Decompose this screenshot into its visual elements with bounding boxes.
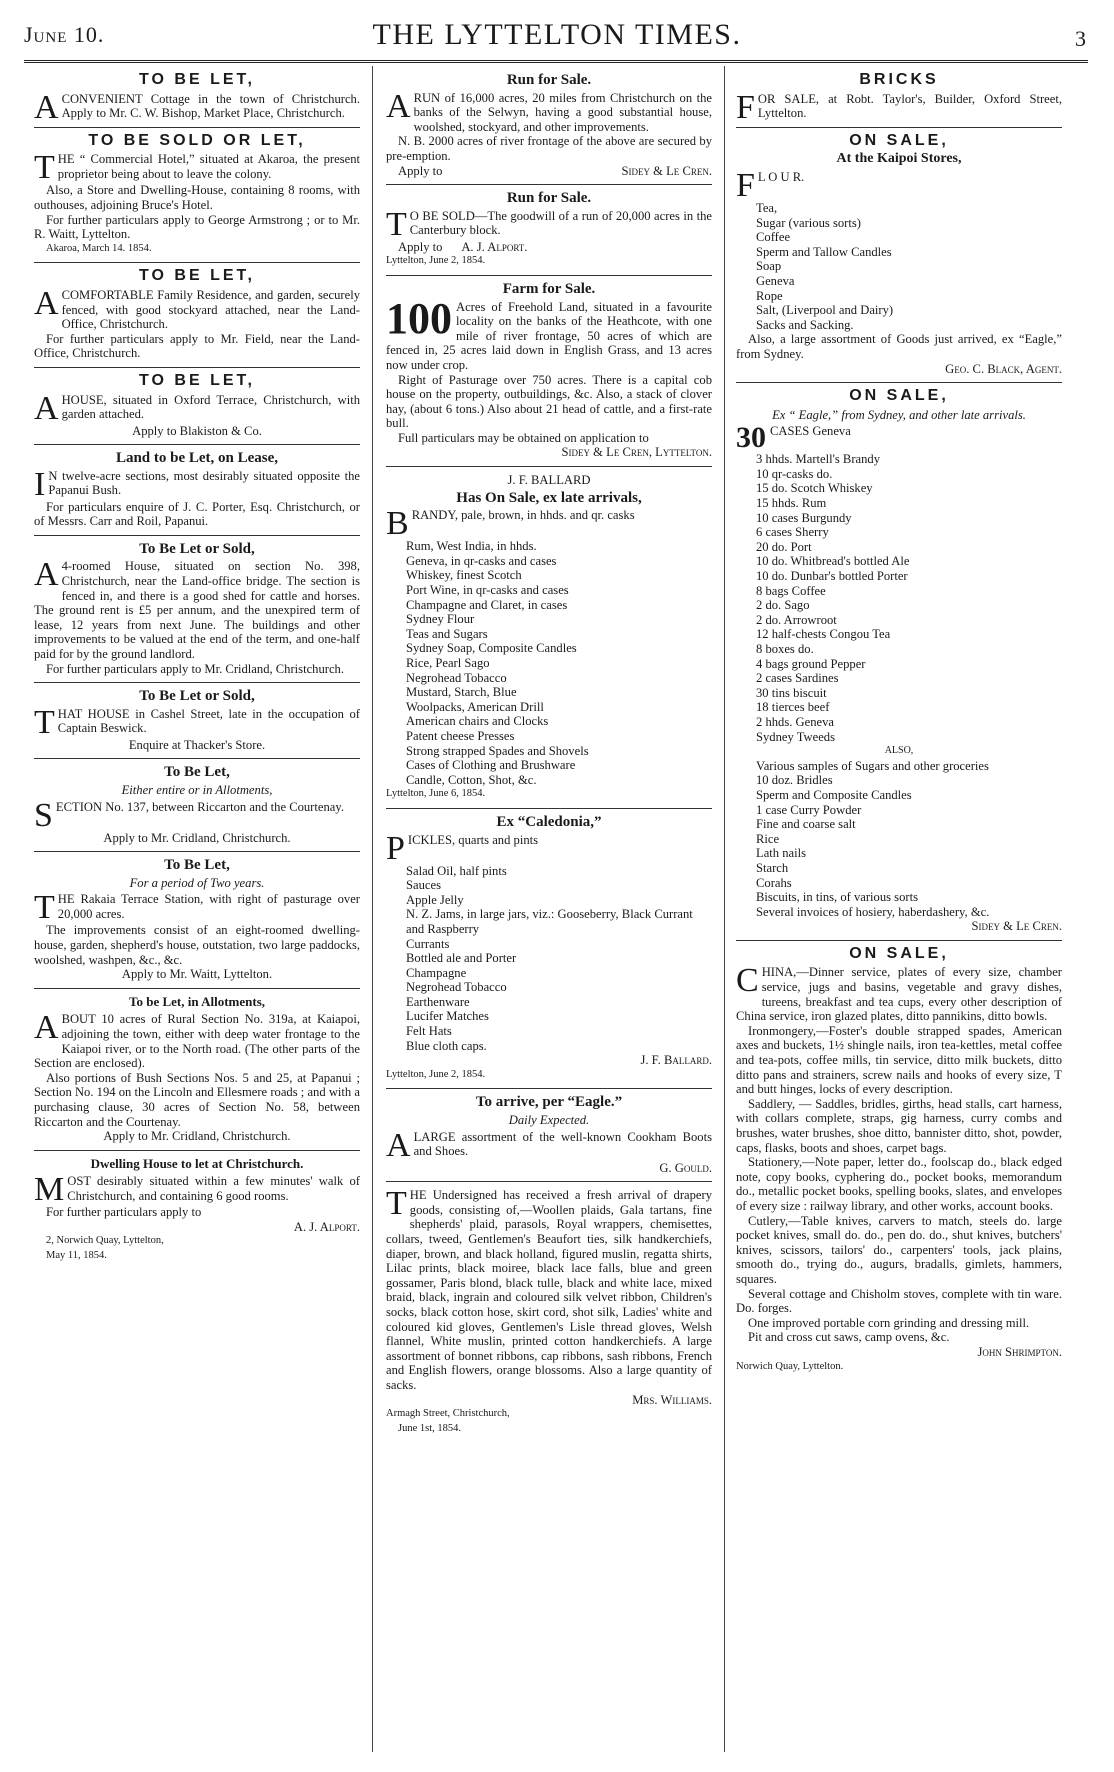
advert-heading: Land to be Let, on Lease,: [115, 450, 279, 467]
advertiser-signature: John Shrimpton.: [977, 1344, 1062, 1359]
advert-text: HAT HOUSE in Cashel Street, late in the occupation of Captain Beswick.: [57, 706, 360, 736]
advertiser-signature: Sidey & Le Cren, Lyttelton.: [561, 445, 712, 460]
advert-text: HOUSE, situated in Oxford Terrace, Christchurch, with garden attached.: [61, 392, 360, 422]
advert-heading: To Be Let,: [164, 764, 230, 781]
list-item: N. Z. Jams, in large jars, viz.: Gooseberry, Black Currant and Raspberry: [406, 907, 693, 936]
dateline: Lyttelton, June 6, 1854.: [386, 788, 486, 800]
drop-cap: T: [386, 205, 407, 243]
list-item: Sugar (various sorts): [756, 215, 861, 230]
advert: [736, 944, 1062, 1374]
advertiser-signature: Geo. C. Black, Agent.: [945, 361, 1062, 376]
goods-list: [386, 864, 712, 1054]
separator: [34, 262, 360, 263]
list-item: Salad Oil, half pints: [406, 863, 507, 878]
advert-heading: ON SALE,: [849, 387, 949, 405]
list-item: Sacks and Sacking.: [756, 317, 854, 332]
separator: [386, 466, 712, 467]
advert-text: RUN of 16,000 acres, 20 miles from Christchurch on the banks of the Selwyn, having a good substantial house, woolshed, stockyard, and other improvements.: [413, 90, 712, 134]
advert: [736, 389, 1062, 934]
separator: [34, 444, 360, 445]
advert: [386, 73, 712, 178]
advert-subheading: Daily Expected.: [508, 1113, 590, 1128]
newspaper-title: THE LYTTELTON TIMES.: [372, 18, 742, 51]
advert-heading: ON SALE,: [849, 131, 949, 149]
advertiser-name: J. F. BALLARD: [507, 473, 591, 488]
drop-cap: F: [736, 88, 755, 126]
masthead: [0, 0, 1114, 62]
list-item: Negrohead Tobacco: [406, 670, 507, 685]
advert-heading: TO BE LET,: [139, 267, 255, 285]
dateline: Norwich Quay, Lyttelton.: [736, 1360, 844, 1372]
dateline: Armagh Street, Christchurch,: [386, 1408, 510, 1420]
advert-heading: To arrive, per “Eagle.”: [475, 1094, 623, 1111]
advert-text: Apply to Blakiston & Co.: [132, 423, 262, 438]
list-item: Champagne and Claret, in cases: [406, 597, 568, 612]
goods-list: [386, 539, 712, 787]
advert-heading: Run for Sale.: [506, 190, 592, 207]
advertiser-signature: J. F. Ballard.: [640, 1053, 712, 1068]
drop-cap: A: [34, 284, 59, 322]
separator: [736, 382, 1062, 383]
advert: [34, 371, 360, 438]
drop-cap: 30: [736, 421, 766, 455]
list-item: Currants: [406, 936, 450, 951]
separator: [34, 535, 360, 536]
list-item: 1 case Curry Powder: [756, 802, 862, 817]
advert-heading: Has On Sale, ex late arrivals,: [456, 489, 642, 506]
list-item: 12 half-chests Congou Tea: [756, 627, 891, 642]
list-item: Cases of Clothing and Brushware: [406, 758, 576, 773]
advert-text: HE “ Commercial Hotel,” situated at Akaroa, the present proprietor being about to leave the colony.: [57, 152, 360, 181]
separator: [34, 851, 360, 852]
list-item: 30 tins biscuit: [756, 685, 827, 700]
drop-cap: A: [34, 389, 59, 427]
list-item: Mustard, Starch, Blue: [406, 685, 517, 700]
advert-text: HINA,—Dinner service, plates of every size, chamber service, jugs and basins, vegetable and gravy dishes, tureens, breakfast and tea cups, every other description of China service, iron glazed plates, ditto pannikins, ditto bowls.: [736, 965, 1062, 1024]
list-item: Sperm and Tallow Candles: [756, 244, 892, 259]
list-item: Various samples of Sugars and other groceries: [756, 758, 989, 773]
list-item: L O U R.: [757, 169, 805, 184]
list-item: Rope: [756, 288, 783, 303]
list-item: Earthenware: [406, 994, 470, 1009]
advert-text: For particulars enquire of J. C. Porter, Esq. Christchurch, or of Messrs. Carr and Roil, Papanui.: [34, 499, 360, 529]
advert-text: For further particulars apply to Mr. Cridland, Christchurch.: [46, 661, 344, 676]
list-item: ICKLES, quarts and pints: [407, 832, 539, 847]
drop-cap: C: [736, 962, 759, 1000]
also-label: ALSO,: [884, 745, 914, 757]
advert: [386, 1185, 712, 1436]
advert-heading: To Be Let or Sold,: [139, 688, 255, 705]
list-item: Champagne: [406, 965, 467, 980]
advert-text: Several cottage and Chisholm stoves, complete with tin ware. Do. forges.: [736, 1286, 1062, 1316]
advert: [34, 542, 360, 676]
advert-text: COMFORTABLE Family Residence, and garden, securely fenced, with good stockyard attached, near the Land-Office, Christchurch.: [61, 287, 360, 332]
advertiser-signature: A. J. Alport.: [293, 1219, 360, 1234]
masthead-rule: [24, 60, 1088, 63]
column-2: [386, 70, 712, 1440]
advert-text: LARGE assortment of the well-known Cookham Boots and Shoes.: [413, 1129, 712, 1159]
advert-heading: Ex “Caledonia,”: [496, 813, 602, 830]
advert-text: OR SALE, at Robt. Taylor's, Builder, Oxford Street, Lyttelton.: [757, 91, 1062, 121]
dateline: Akaroa, March 14. 1854.: [46, 242, 152, 254]
advert-text: Saddlery, — Saddles, bridles, girths, head stalls, cart harness, with collars complete, straps, gig harness, curry combs and brushes, water brushes, shoe ditto, bannister ditto, shot, powder, caps, flasks, boots and shoes, carpet bags.: [736, 1096, 1062, 1155]
list-item: Sydney Soap, Composite Candles: [406, 641, 577, 656]
advert-subheading: At the Kaipoi Stores,: [836, 151, 962, 167]
advert-text: ECTION No. 137, between Riccarton and the Courtenay.: [55, 799, 344, 814]
advertiser-signature: Mrs. Williams.: [632, 1392, 712, 1407]
advertiser-signature: Sidey & Le Cren.: [971, 919, 1062, 934]
list-item: Felt Hats: [406, 1024, 452, 1039]
list-item: Sydney Flour: [406, 612, 475, 627]
dateline: May 11, 1854.: [46, 1250, 107, 1262]
advert-text: HE Rakaia Terrace Station, with right of pasturage over 20,000 acres.: [57, 892, 360, 921]
drop-cap: I: [34, 465, 46, 503]
list-item: Tea,: [756, 200, 778, 215]
advert-heading: Farm for Sale.: [502, 280, 596, 297]
issue-date: June 10.: [24, 22, 105, 47]
list-item: Biscuits, in tins, of various sorts: [756, 890, 918, 905]
advert-text: HE Undersigned has received a fresh arrival of drapery goods, consisting of,—Woollen plaids, Gala tartans, fine shepherds' plaid, parasols, Royal wrappers, chemisettes, collars, tweed, Gentlemen's Beaufort ties, silk handkerchiefs, diaper, brown, and black holland, figured muslin, regatta shirts, Lilac prints, black moiree, black lace falls, blue and green gossamer, Paris blond, black tulle, black and white lace, mixed braid, black, ingrain and coloured silk velvet ribbon, Children's socks, black cotton hose, skirt cord, shot silk, Ladies' white and coloured kid gloves, Gentlemen's Lisle thread gloves, Welsh flannel, White muslin, printed cotton handkerchiefs. A large assortment of bonnet ribbons, cap ribbons, sash ribbons, French and English flowers, orange blossoms. Also a large quantity of sacks.: [386, 1188, 712, 1392]
advert: [386, 282, 712, 460]
separator: [736, 127, 1062, 128]
list-item: 10 doz. Bridles: [756, 773, 833, 788]
advert-text: One improved portable corn grinding and dressing mill.: [748, 1315, 1030, 1330]
advert-heading: BRICKS: [859, 71, 939, 88]
advert-text: Stationery,—Note paper, letter do., foolscap do., black edged note, copy books, cyphering do., pocket books, memorandum do., metallic pocket books, spelling books, slates, and envelopes of every size : railway library, and other works, account books.: [736, 1155, 1062, 1213]
list-item: Whiskey, finest Scotch: [406, 568, 522, 583]
list-item: RANDY, pale, brown, in hhds. and qr. casks: [411, 508, 635, 523]
list-item: Corahs: [756, 875, 792, 890]
advert-subheading: Ex “ Eagle,” from Sydney, and other late arrivals.: [772, 407, 1026, 422]
list-item: 3 hhds. Martell's Brandy: [756, 452, 880, 467]
advertiser-signature: Sidey & Le Cren.: [621, 163, 712, 178]
drop-cap: T: [34, 149, 55, 187]
separator: [386, 808, 712, 809]
list-item: CASES Geneva: [770, 424, 851, 439]
dateline: 2, Norwich Quay, Lyttelton,: [46, 1235, 164, 1247]
drop-cap: B: [386, 505, 409, 543]
advert: [34, 269, 360, 361]
list-item: Starch: [756, 860, 789, 875]
advert-text: O BE SOLD—The goodwill of a run of 20,000 acres in the Canterbury block.: [409, 208, 712, 238]
advert: [386, 815, 712, 1083]
advert-text: Apply to Mr. Cridland, Christchurch.: [103, 1129, 291, 1144]
list-item: Apple Jelly: [406, 892, 464, 907]
list-item: Negrohead Tobacco: [406, 980, 507, 995]
drop-cap: P: [386, 829, 405, 867]
dateline: Lyttelton, June 2, 1854.: [386, 1068, 486, 1080]
list-item: Salt, (Liverpool and Dairy): [756, 303, 894, 318]
advert: [34, 131, 360, 257]
separator: [34, 127, 360, 128]
list-item: 2 cases Sardines: [756, 671, 839, 686]
drop-cap: S: [34, 796, 53, 834]
list-item: 8 bags Coffee: [756, 583, 826, 598]
list-item: Bottled ale and Porter: [406, 951, 517, 966]
list-item: 15 do. Scotch Whiskey: [756, 481, 873, 496]
list-item: American chairs and Clocks: [406, 714, 549, 729]
advert-text: Also, a Store and Dwelling-House, containing 8 rooms, with outhouses, adjoining Bruce's Hotel.: [34, 183, 360, 212]
column-divider: [724, 66, 725, 1752]
separator: [34, 988, 360, 989]
list-item: 18 tierces beef: [756, 700, 830, 715]
drop-cap: A: [386, 87, 411, 125]
advert-subheading: Either entire or in Allotments,: [121, 783, 273, 797]
list-item: 6 cases Sherry: [756, 525, 829, 540]
advert: [34, 765, 360, 845]
separator: [34, 682, 360, 683]
advertiser-signature: G. Gould.: [659, 1160, 712, 1175]
advert-text: CONVENIENT Cottage in the town of Christchurch. Apply to Mr. C. W. Bishop, Market Place, Christchurch.: [61, 91, 360, 121]
advert: [34, 858, 360, 982]
drop-cap: A: [34, 1009, 59, 1047]
advert-text: N twelve-acre sections, most desirably situated opposite the Papanui Bush.: [48, 468, 360, 498]
drop-cap: A: [386, 1126, 411, 1164]
advert-text: Enquire at Thacker's Store.: [128, 737, 266, 752]
advert-text: BOUT 10 acres of Rural Section No. 319a, at Kaiapoi, adjoining the town, either with deep water frontage to the Kaiapoi river, or to the North road. (The other parts of the Section are enclosed).: [34, 1012, 360, 1071]
list-item: Geneva, in qr-casks and cases: [406, 553, 557, 568]
drop-cap: T: [386, 1185, 407, 1223]
advert-text: For further particulars apply to: [46, 1205, 202, 1220]
separator: [386, 1088, 712, 1089]
advert-text: OST desirably situated within a few minutes' walk of Christchurch, and containing 6 good rooms.: [67, 1174, 360, 1203]
drop-cap: A: [34, 556, 59, 594]
list-item: Sauces: [406, 878, 441, 893]
advert-heading: To be Let, in Allotments,: [128, 993, 266, 1009]
drop-cap: F: [736, 166, 755, 204]
advert-text: Ironmongery,—Foster's double strapped spades, American axes and buckets, 1½ shingle nails, iron tea-kettles, metal coffee and tea-pots, coffee mills, tin service, ditto milk buckets, ditto ditto pans and strainers, screw nails and hooks of every size, T and butt hinges, locks of every description.: [736, 1023, 1062, 1097]
column-divider: [372, 66, 373, 1752]
separator: [34, 758, 360, 759]
advert-text: Apply to Mr. Waitt, Lyttelton.: [121, 967, 273, 982]
list-item: Lath nails: [756, 846, 807, 861]
advert: [736, 71, 1062, 126]
list-item: Rice: [756, 831, 780, 846]
list-item: 2 do. Sago: [756, 598, 810, 613]
list-item: Geneva: [756, 273, 795, 288]
list-item: Rum, West India, in hhds.: [406, 539, 537, 554]
column-3: [736, 70, 1062, 1378]
list-item: 2 hhds. Geneva: [756, 714, 834, 729]
separator: [386, 1181, 712, 1182]
list-item: Strong strapped Spades and Shovels: [406, 743, 589, 758]
list-item: 4 bags ground Pepper: [756, 656, 866, 671]
list-item: Candle, Cotton, Shot, &c.: [406, 772, 537, 787]
advert: [34, 451, 360, 529]
advert-heading: ON SALE,: [849, 944, 949, 962]
drop-cap: T: [34, 889, 55, 927]
list-item: Sperm and Composite Candles: [756, 787, 912, 802]
page-number: 3: [1075, 26, 1086, 51]
advert: [386, 1095, 712, 1175]
advert-text: Also, a large assortment of Goods just arrived, ex “Eagle,” from Sydney.: [736, 332, 1062, 361]
list-item: Patent cheese Presses: [406, 728, 515, 743]
list-item: 10 cases Burgundy: [756, 510, 852, 525]
advert-text: Cutlery,—Table knives, carvers to match, steels do. large pocket knives, small do. do., pen do. do., shut knives, butchers' knives, scissors, tailors' do., carpenters' tools, jack plains, smooth do., trying do., augurs, bradalls, gimlets, hammers, squares.: [736, 1213, 1062, 1286]
list-item: 8 boxes do.: [756, 642, 814, 656]
advert-text: N. B. 2000 acres of river frontage of the above are secured by pre-emption.: [386, 134, 712, 163]
separator: [34, 1150, 360, 1151]
advert: [34, 689, 360, 752]
separator: [386, 184, 712, 185]
advert-text: Acres of Freehold Land, situated in a favourite locality on the banks of the Heathcote, with one mile of river frontage, 50 acres of which are fenced in, 25 acres laid down in English Grass, and 13 acres now under crop.: [386, 299, 712, 372]
advert-text: The improvements consist of an eight-roomed dwelling-house, garden, shepherd's house, outstation, two large paddocks, woolshed, washpen, &c., &c.: [34, 923, 360, 967]
advert-text: Pit and cross cut saws, camp ovens, &c.: [748, 1330, 950, 1345]
list-item: Teas and Sugars: [406, 626, 488, 641]
dateline: June 1st, 1854.: [398, 1422, 461, 1434]
list-item: 20 do. Port: [756, 539, 812, 554]
list-item: Rice, Pearl Sago: [406, 656, 490, 670]
advert-text: Also portions of Bush Sections Nos. 5 and 25, at Papanui ; Section No. 194 on the Lincoln and Ellesmere roads ; and with a purchasing clause, 30 acres of Section No. 58, between Riccarton and the Courtenay.: [34, 1070, 360, 1129]
advert-text: Apply to Mr. Cridland, Christchurch.: [103, 830, 291, 845]
goods-list: [736, 452, 1062, 744]
list-item: 15 hhds. Rum: [756, 496, 827, 511]
advert-heading: Dwelling House to let at Christchurch.: [90, 1155, 304, 1171]
list-item: Lucifer Matches: [406, 1009, 489, 1024]
drop-cap: T: [34, 703, 55, 741]
list-item: Several invoices of hosiery, haberdashery, &c.: [756, 904, 990, 919]
advert-heading: To Be Let or Sold,: [139, 540, 255, 557]
advert-text: For further particulars apply to Mr. Field, near the Land-Office, Christchurch.: [34, 331, 360, 361]
list-item: Sydney Tweeds: [756, 729, 835, 744]
advert-heading: TO BE LET,: [139, 71, 255, 88]
goods-list: [736, 201, 1062, 332]
advert: [386, 473, 712, 802]
list-item: Blue cloth caps.: [406, 1038, 487, 1053]
list-item: 10 do. Whitbread's bottled Ale: [756, 554, 910, 569]
advert-text: Right of Pasturage over 750 acres. There is a capital cob house on the property, outbuildings, &c. Also, a stack of clover hay, (about 6 tons.) Also about 21 head of cattle, and a first-rate bull.: [386, 372, 712, 431]
advert-text: 4-roomed House, situated on section No. 398, Christchurch, near the Land-office bridge. The section is fenced in, and there is a good shed for cattle and horses. The ground rent is £5 per annum, and the unexpired term of lease, 12 years from next June. The buildings and other improvements to be valued at the end of the term, and one-half paid for by the ground landlord.: [34, 559, 360, 662]
advert-text: Full particulars may be obtained on application to: [398, 430, 649, 445]
list-item: 10 qr-casks do.: [756, 466, 833, 481]
separator: [34, 367, 360, 368]
goods-list: [736, 759, 1062, 920]
advert: [34, 1157, 360, 1264]
apply-text: Apply to: [398, 163, 443, 178]
advert: [34, 995, 360, 1144]
list-item: Port Wine, in qr-casks and cases: [406, 583, 569, 598]
advert: [386, 191, 712, 269]
advert-text: For further particulars apply to George Armstrong ; or to Mr. R. Waitt, Lyttelton.: [34, 212, 360, 242]
list-item: 10 do. Dunbar's bottled Porter: [756, 569, 908, 584]
dateline: Lyttelton, June 2, 1854.: [386, 255, 486, 267]
advert-heading: Run for Sale.: [506, 72, 592, 88]
list-item: Fine and coarse salt: [756, 817, 856, 832]
drop-cap: 100: [386, 293, 452, 343]
drop-cap: M: [34, 1171, 65, 1209]
advert: [736, 131, 1062, 376]
advert-heading: To Be Let,: [164, 857, 230, 874]
apply-text: Apply to: [398, 239, 443, 254]
list-item: Woolpacks, American Drill: [406, 699, 544, 714]
separator: [386, 275, 712, 276]
separator: [736, 940, 1062, 941]
list-item: 2 do. Arrowroot: [756, 612, 837, 627]
advert-heading: TO BE SOLD OR LET,: [88, 131, 306, 149]
list-item: Soap: [756, 259, 782, 274]
drop-cap: A: [34, 88, 59, 126]
advert: [34, 71, 360, 126]
advertiser-signature: A. J. Alport.: [461, 239, 528, 254]
advert-subheading: For a period of Two years.: [129, 875, 265, 890]
list-item: Coffee: [756, 230, 791, 245]
column-1: [34, 70, 360, 1268]
advert-heading: TO BE LET,: [139, 371, 255, 389]
